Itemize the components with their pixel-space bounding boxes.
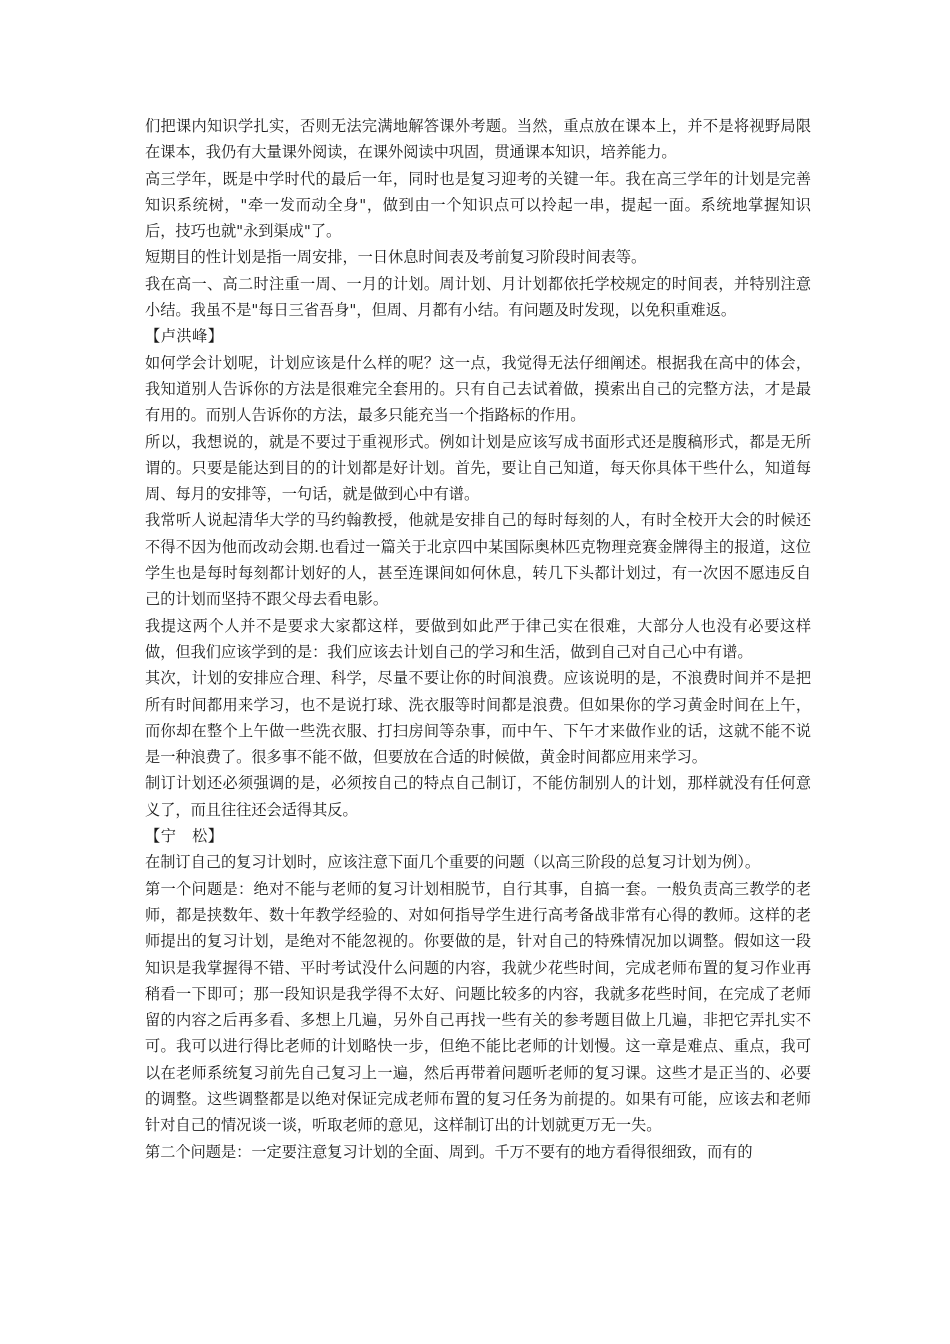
- paragraph: 第二个问题是：一定要注意复习计划的全面、周到。千万不要有的地方看得很细致，而有的: [145, 1142, 753, 1161]
- paragraph: 我提这两个人并不是要求大家都这样，要做到如此严于律己实在很难，大部分人也没有必要这样做，但我们应该学到的是：我们应该去计划自己的学习和生活，做到自己对自己心中有谱。: [145, 616, 811, 661]
- section-heading: 【卢洪峰】: [145, 327, 224, 346]
- paragraph: 们把课内知识学扎实，否则无法完满地解答课外考题。当然，重点放在课本上，并不是将视野局限在课本，我仍有大量课外阅读，在课外阅读中巩固，贯通课本知识，培养能力。: [145, 117, 811, 162]
- paragraph: 制订计划还必须强调的是，必须按自己的特点自己制订，不能仿制别人的计划，那样就没有任何意义了，而且往往还会适得其反。: [145, 774, 811, 819]
- paragraph: 所以，我想说的，就是不要过于重视形式。例如计划是应该写成书面形式还是腹稿形式，都是无所谓的。只要是能达到目的的计划都是好计划。首先，要让自己知道，每天你具体干些什么，知道每周、每月的安排等，一句话，就是做到心中有谱。: [145, 432, 811, 504]
- paragraph: 在制订自己的复习计划时，应该注意下面几个重要的问题（以高三阶段的总复习计划为例）。: [145, 853, 761, 872]
- paragraph: 如何学会计划呢，计划应该是什么样的呢？这一点，我觉得无法仔细阐述。根据我在高中的体会，我知道别人告诉你的方法是很难完全套用的。只有自己去试着做，摸索出自己的完整方法，才是最有用的。而别人告诉你的方法，最多只能充当一个指路标的作用。: [145, 353, 811, 425]
- paragraph: 高三学年，既是中学时代的最后一年，同时也是复习迎考的关键一年。我在高三学年的计划是完善知识系统树，"牵一发而动全身"，做到由一个知识点可以拎起一串，提起一面。系统地掌握知识后，技巧也就"永到渠成"了。: [145, 169, 811, 241]
- paragraph: 我常听人说起清华大学的马约翰教授，他就是安排自己的每时每刻的人，有时全校开大会的时候还不得不因为他而改动会期.也看过一篇关于北京四中某国际奥林匹克物理竞赛金牌得主的报道，这位学生也是每时每刻都计划好的人，甚至连课间如何休息，转几下头都计划过，有一次因不愿违反自己的计划而坚持不跟父母去看电影。: [145, 511, 811, 609]
- paragraph: 第一个问题是：绝对不能与老师的复习计划相脱节，自行其事，自搞一套。一般负责高三教学的老师，都是挟数年、数十年教学经验的、对如何指导学生进行高考备战非常有心得的教师。这样的老师提出的复习计划，是绝对不能忽视的。你要做的是，针对自己的特殊情况加以调整。假如这一段知识是我掌握得不错、平时考试没什么问题的内容，我就少花些时间，完成老师布置的复习作业再稍看一下即可；那一段知识是我学得不太好、问题比较多的内容，我就多花些时间，在完成了老师留的内容之后再多看、多想上几遍，另外自己再找一些有关的参考题目做上几遍，非把它弄扎实不可。我可以进行得比老师的计划略快一步，但绝不能比老师的计划慢。这一章是难点、重点，我可以在老师系统复习前先自己复习上一遍，然后再带着问题听老师的复习课。这些才是正当的、必要的调整。这些调整都是以绝对保证完成老师布置的复习任务为前提的。如果有可能，应该去和老师针对自己的情况谈一谈，听取老师的意见，这样制订出的计划就更万无一失。: [145, 879, 811, 1135]
- section-heading: 【宁 松】: [145, 827, 224, 846]
- paragraph: 其次，计划的安排应合理、科学，尽量不要让你的时间浪费。应该说明的是，不浪费时间并不是把所有时间都用来学习，也不是说打球、洗衣服等时间都是浪费。但如果你的学习黄金时间在上午，而你却在整个上午做一些洗衣服、打扫房间等杂事，而中午、下午才来做作业的话，这就不能不说是一种浪费了。很多事不能不做，但要放在合适的时候做，黄金时间都应用来学习。: [145, 669, 811, 767]
- paragraph: 短期目的性计划是指一周安排，一日休息时间表及考前复习阶段时间表等。: [145, 248, 647, 267]
- document-body: [145, 113, 811, 1165]
- paragraph: 我在高一、高二时注重一周、一月的计划。周计划、月计划都依托学校规定的时间表，并特别注意小结。我虽不是"每日三省吾身"，但周、月都有小结。有问题及时发现，以免积重难返。: [145, 274, 811, 320]
